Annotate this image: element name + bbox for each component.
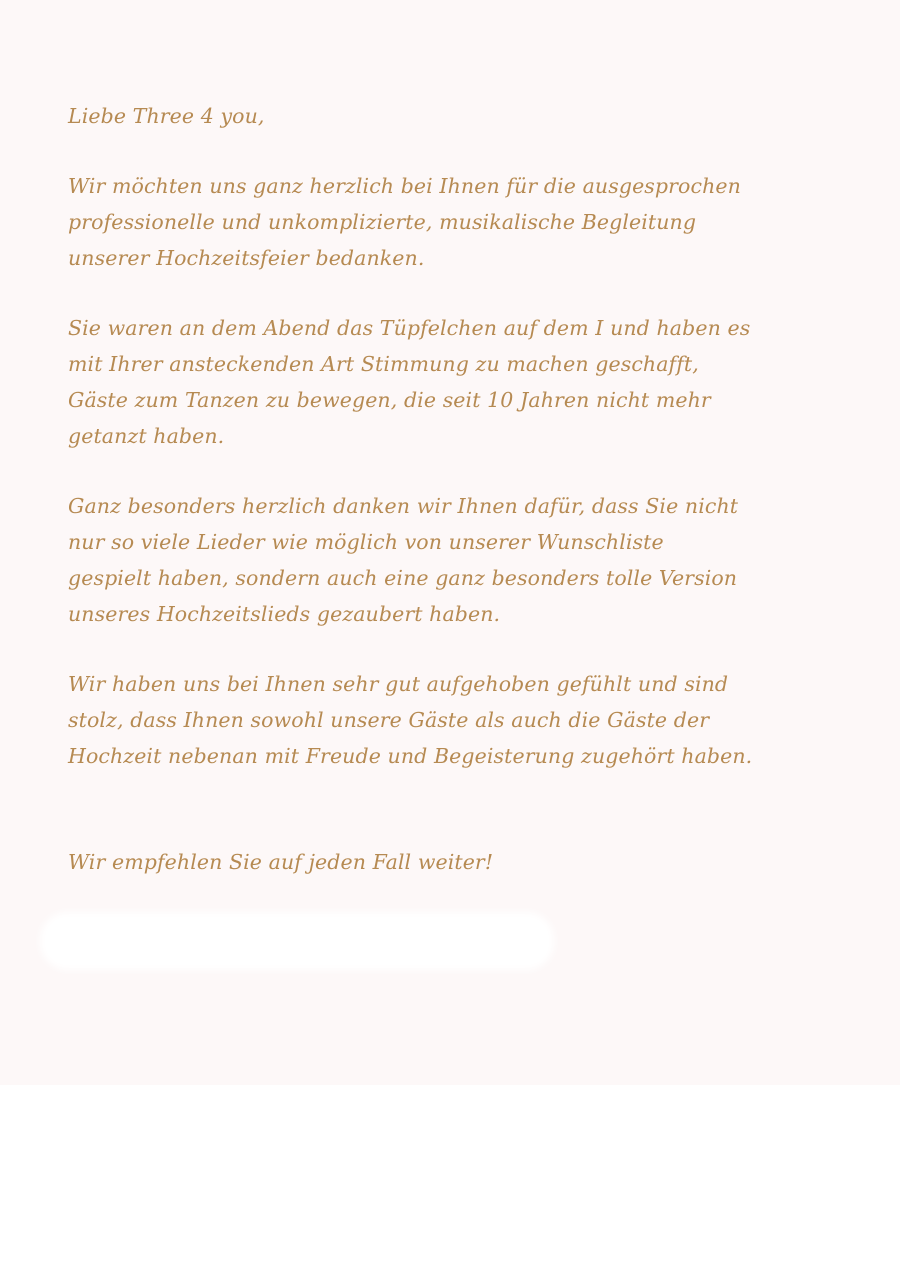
paragraph-guests <box>68 666 868 774</box>
paragraph-line: Wir möchten uns ganz herzlich bei Ihnen für die ausgesprochen <box>68 174 741 198</box>
paragraph-line: mit Ihrer ansteckenden Art Stimmung zu machen geschafft, <box>68 352 699 376</box>
letter-closing: Wir empfehlen Sie auf jeden Fall weiter! <box>68 850 494 874</box>
paragraph-line: Sie waren an dem Abend das Tüpfelchen auf dem I und haben es <box>68 316 751 340</box>
paragraph-line: unserer Hochzeitsfeier bedanken. <box>68 246 425 270</box>
paragraph-line: Ganz besonders herzlich danken wir Ihnen dafür, dass Sie nicht <box>68 494 739 518</box>
paragraph-line: nur so viele Lieder wie möglich von unserer Wunschliste <box>68 530 664 554</box>
paragraph-line: Hochzeit nebenan mit Freude und Begeisterung zugehört haben. <box>68 744 753 768</box>
paragraph-evening <box>68 310 868 454</box>
paragraph-line: gespielt haben, sondern auch eine ganz besonders tolle Version <box>68 566 738 590</box>
letter-body <box>68 98 868 880</box>
paragraph-songs <box>68 488 868 632</box>
paragraph-line: getanzt haben. <box>68 424 225 448</box>
paragraph-thanks <box>68 168 868 276</box>
paragraph-line: stolz, dass Ihnen sowohl unsere Gäste als auch die Gäste der <box>68 708 710 732</box>
paragraph-line: Gäste zum Tanzen zu bewegen, die seit 10 Jahren nicht mehr <box>68 388 711 412</box>
letter-greeting: Liebe Three 4 you, <box>68 104 265 128</box>
paragraph-line: professionelle und unkomplizierte, musikalische Begleitung <box>68 210 697 234</box>
paragraph-line: Wir haben uns bei Ihnen sehr gut aufgehoben gefühlt und sind <box>68 672 729 696</box>
paragraph-line: unseres Hochzeitslieds gezaubert haben. <box>68 602 501 626</box>
redacted-signature <box>40 912 554 970</box>
